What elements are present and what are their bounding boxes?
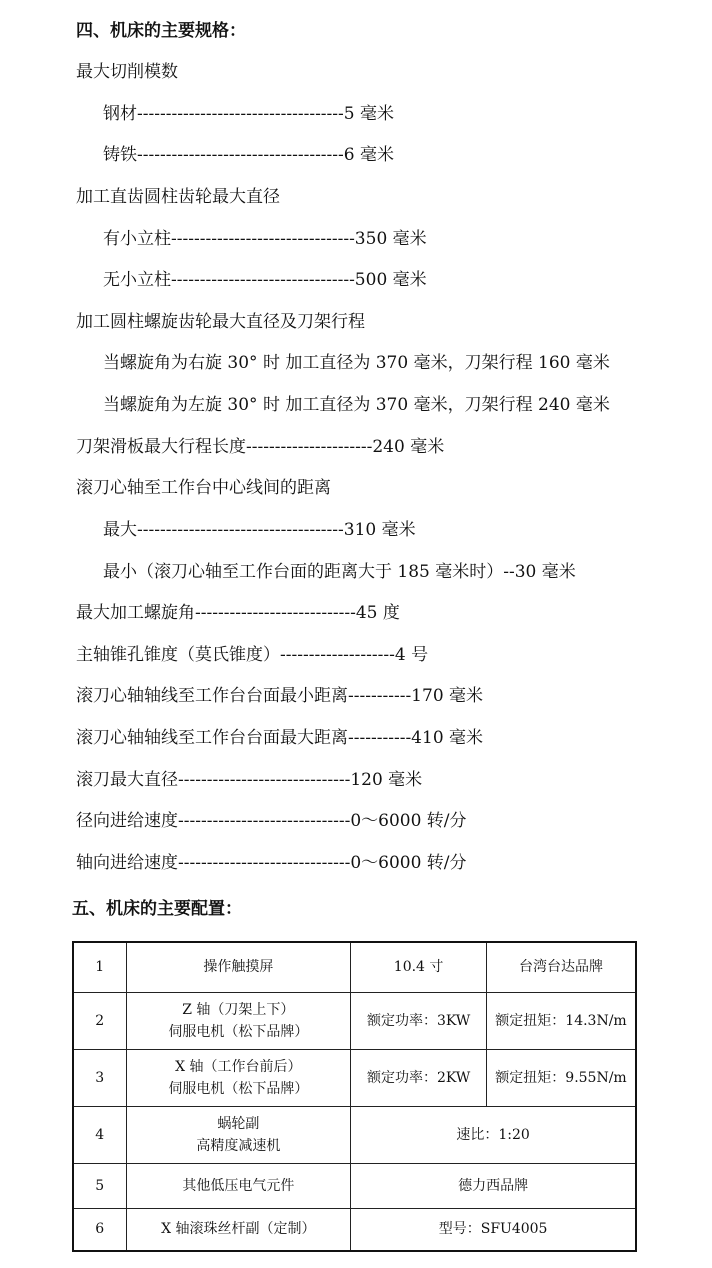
table-row xyxy=(73,1208,636,1251)
table-row xyxy=(73,992,636,1049)
item-name-line2: 伺服电机（松下品牌） xyxy=(168,1023,309,1040)
item-name xyxy=(126,992,351,1049)
spec-line: 最大加工螺旋角----------------------------45 度 xyxy=(76,603,400,623)
item-name-line1: 蜗轮副 xyxy=(217,1115,260,1132)
item-name: 其他低压电气元件 xyxy=(126,1163,351,1208)
item-name-line2: 伺服电机（松下品牌） xyxy=(168,1080,309,1097)
item-brand: 德力西品牌 xyxy=(351,1163,636,1208)
spec-line: 最大------------------------------------310 毫米 xyxy=(103,520,416,540)
table-row xyxy=(73,942,636,992)
spec-line: 滚刀心轴轴线至工作台台面最小距离-----------170 毫米 xyxy=(76,686,484,706)
item-name xyxy=(126,1106,351,1163)
spec-line: 径向进给速度------------------------------0～6000 转/分 xyxy=(76,811,467,831)
item-name: 操作触摸屏 xyxy=(126,942,351,992)
row-number: 3 xyxy=(73,1049,126,1106)
table-row xyxy=(73,1106,636,1163)
row-number: 2 xyxy=(73,992,126,1049)
row-number: 4 xyxy=(73,1106,126,1163)
item-power: 额定功率：2KW xyxy=(351,1049,487,1106)
item-torque: 额定扭矩：14.3N/m xyxy=(487,992,637,1049)
item-name xyxy=(126,1049,351,1106)
section-heading-config: 五、机床的主要配置： xyxy=(72,899,242,919)
spec-line: 钢材------------------------------------5 毫米 xyxy=(103,104,395,124)
item-ratio: 速比：1:20 xyxy=(351,1106,636,1163)
item-spec: 10.4 寸 xyxy=(351,942,487,992)
item-name-line2: 高精度减速机 xyxy=(196,1137,281,1154)
spec-line: 滚刀最大直径------------------------------120 毫米 xyxy=(76,770,423,790)
section-heading-specs: 四、机床的主要规格： xyxy=(76,21,246,41)
item-brand: 台湾台达品牌 xyxy=(487,942,637,992)
item-model: 型号：SFU4005 xyxy=(351,1208,636,1251)
row-number: 6 xyxy=(73,1208,126,1251)
table-row xyxy=(73,1049,636,1106)
spec-line: 铸铁------------------------------------6 毫米 xyxy=(103,145,395,165)
spec-line: 当螺旋角为左旋 30° 时 加工直径为 370 毫米，刀架行程 240 毫米 xyxy=(103,395,610,415)
spec-line: 有小立柱--------------------------------350 毫米 xyxy=(103,229,427,249)
spec-line: 主轴锥孔锥度（莫氏锥度）--------------------4 号 xyxy=(76,645,429,665)
spec-group-title: 滚刀心轴至工作台中心线间的距离 xyxy=(76,478,331,498)
config-table xyxy=(72,941,637,1252)
item-name: X 轴滚珠丝杆副（定制） xyxy=(126,1208,351,1251)
item-torque: 额定扭矩：9.55N/m xyxy=(487,1049,637,1106)
spec-group-title: 最大切削模数 xyxy=(76,62,178,82)
table-row xyxy=(73,1163,636,1208)
row-number: 1 xyxy=(73,942,126,992)
spec-line: 刀架滑板最大行程长度----------------------240 毫米 xyxy=(76,437,445,457)
spec-group-title: 加工直齿圆柱齿轮最大直径 xyxy=(76,187,280,207)
spec-group-title: 加工圆柱螺旋齿轮最大直径及刀架行程 xyxy=(76,312,365,332)
spec-line: 滚刀心轴轴线至工作台台面最大距离-----------410 毫米 xyxy=(76,728,484,748)
item-name-line1: Z 轴（刀架上下） xyxy=(182,1001,295,1018)
row-number: 5 xyxy=(73,1163,126,1208)
spec-line: 当螺旋角为右旋 30° 时 加工直径为 370 毫米，刀架行程 160 毫米 xyxy=(103,353,610,373)
spec-line: 最小（滚刀心轴至工作台面的距离大于 185 毫米时）--30 毫米 xyxy=(103,562,576,582)
item-power: 额定功率：3KW xyxy=(351,992,487,1049)
item-name-line1: X 轴（工作台前后） xyxy=(175,1058,302,1075)
spec-line: 无小立柱--------------------------------500 毫米 xyxy=(103,270,427,290)
spec-line: 轴向进给速度------------------------------0～6000 转/分 xyxy=(76,853,467,873)
